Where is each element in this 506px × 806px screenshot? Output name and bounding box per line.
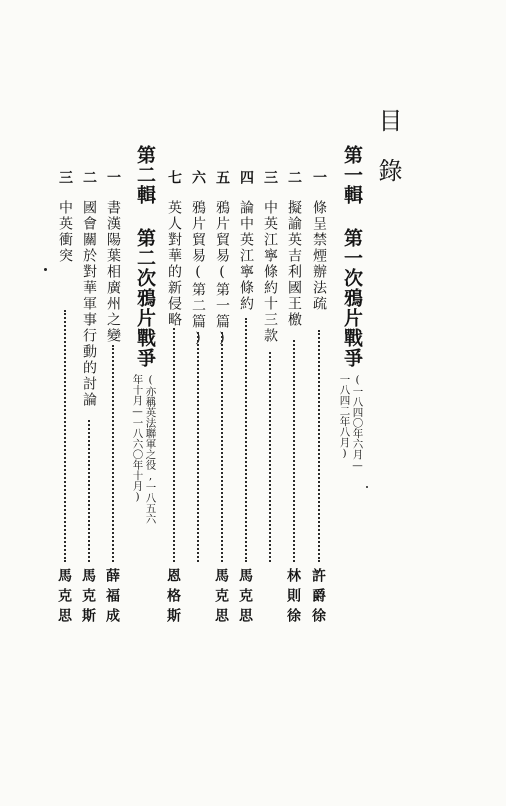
entry-author: 恩格斯 (165, 568, 181, 628)
entry-author: 林則徐 (285, 568, 301, 628)
entry-title: 鴉片貿易(第一篇) (214, 200, 230, 348)
entry-title: 擬諭英吉利國王檄 (286, 200, 302, 328)
entry-title: 中英江寧條約十三款 (262, 200, 278, 344)
entry-number: 一 (105, 170, 121, 186)
entry-number: 一 (311, 170, 327, 186)
entry-author: 馬克思 (213, 568, 229, 628)
entry-author: 薛福成 (104, 568, 120, 628)
part-date-range-line2: 一八四二年八月) (338, 374, 351, 460)
dot-leader (269, 352, 271, 562)
part-date-range-line2: 年十月—一八六〇年十月) (131, 374, 144, 503)
entry-title: 英人對華的新侵略 (166, 200, 182, 328)
scan-speck (366, 486, 368, 488)
entry-title: 書漢陽葉相廣州之變 (105, 200, 121, 344)
dot-leader (221, 332, 223, 562)
part-date-range-line1: (亦稱英法聯軍之役,一八五六 (144, 374, 157, 524)
dot-leader (64, 310, 66, 562)
entry-number: 四 (238, 170, 254, 186)
dot-leader (293, 340, 295, 562)
entry-title: 論中英江寧條約 (238, 200, 254, 312)
entry-author: 馬克思 (237, 568, 253, 628)
scan-speck (44, 268, 47, 271)
entry-title: 中英衝突 (57, 200, 73, 264)
entry-number: 三 (57, 170, 73, 186)
entry-title: 國會關於對華軍事行動的討論 (81, 200, 97, 408)
dot-leader (88, 420, 90, 562)
part-date-range-line1: (一八四〇年六月— (351, 374, 364, 472)
page-title: 目錄 (374, 108, 402, 208)
entry-number: 二 (286, 170, 302, 186)
entry-title: 條呈禁煙辦法疏 (311, 200, 327, 312)
dot-leader (245, 318, 247, 562)
entry-number: 六 (190, 170, 206, 186)
entry-number: 五 (214, 170, 230, 186)
dot-leader (197, 332, 199, 562)
entry-number: 三 (262, 170, 278, 186)
entry-number: 七 (166, 170, 182, 186)
dot-leader (173, 328, 175, 562)
dot-leader (112, 345, 114, 562)
part-heading: 第二輯 第二次鴉片戰爭 (134, 145, 156, 368)
entry-author: 馬克斯 (80, 568, 96, 628)
entry-author: 馬克思 (56, 568, 72, 628)
entry-number: 二 (81, 170, 97, 186)
entry-author: 許爵徐 (310, 568, 326, 628)
entry-title: 鴉片貿易(第二篇) (190, 200, 206, 348)
part-heading: 第一輯 第一次鴉片戰爭 (341, 145, 363, 368)
dot-leader (318, 330, 320, 562)
